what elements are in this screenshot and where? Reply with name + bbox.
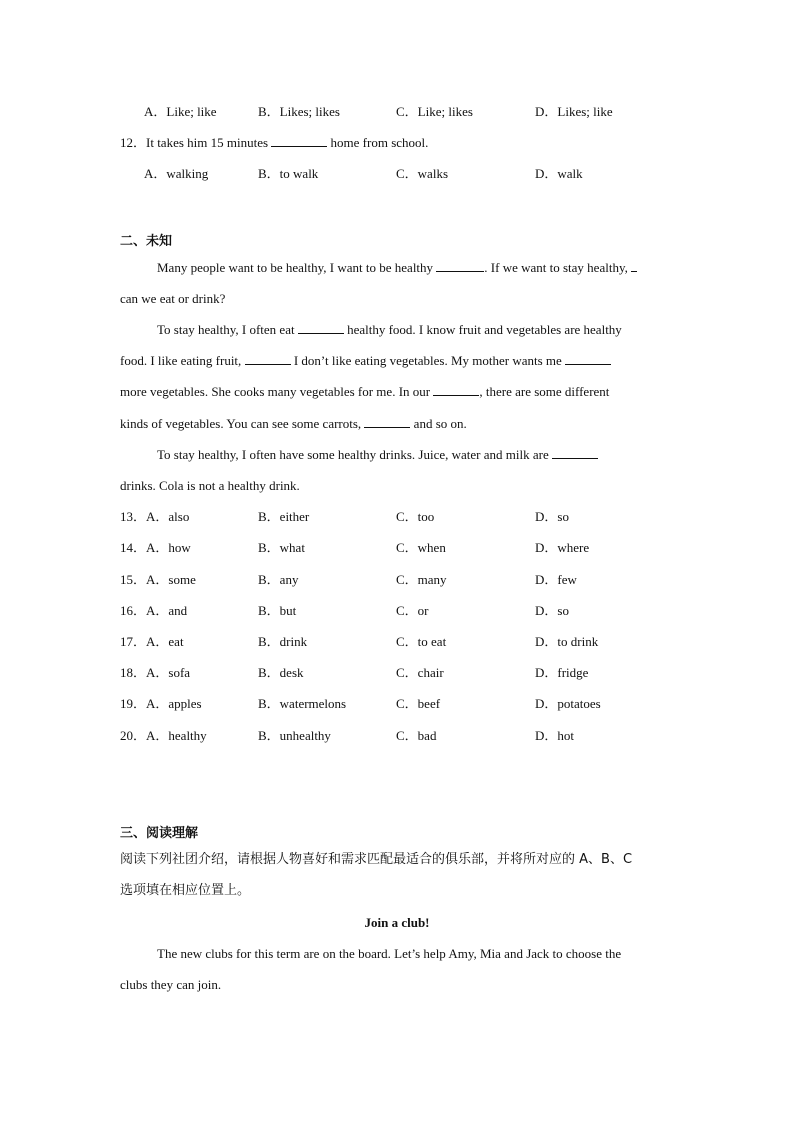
section-2-heading: 二、未知 (120, 234, 173, 249)
passage-line: To stay healthy, I often eat healthy food. I know fruit and vegetables are healthy (157, 322, 622, 337)
passage-line: The new clubs for this term are on the board. Let’s help Amy, Mia and Jack to choose the (157, 946, 622, 961)
option-c: C．many (396, 572, 447, 587)
q12-stem: 12．It takes him 15 minutes home from school. (120, 135, 429, 150)
q11-option-b: B．Likes; likes (258, 104, 340, 119)
option-c: C．too (396, 509, 435, 524)
option-b: B．drink (258, 634, 308, 649)
answer-blank (565, 352, 611, 365)
option-c: C．or (396, 603, 429, 618)
section-3-heading: 三、阅读理解 (120, 826, 199, 841)
question-number: 19．A．apples (120, 696, 202, 711)
q11-option-d: D．Likes; like (535, 104, 613, 119)
passage-line: can we eat or drink? (120, 291, 226, 306)
option-b: B．any (258, 572, 299, 587)
answer-blank (433, 383, 479, 396)
q11-option-a: A．Like; like (144, 104, 217, 119)
q11-option-c: C．Like; likes (396, 104, 473, 119)
passage-line: food. I like eating fruit, I don’t like eating vegetables. My mother wants me (120, 352, 611, 370)
option-d: D．so (535, 509, 569, 524)
option-b: B．watermelons (258, 696, 347, 711)
passage-line: drinks. Cola is not a healthy drink. (120, 478, 300, 493)
passage-line: more vegetables. She cooks many vegetables for me. In our , there are some different (120, 384, 610, 399)
option-c: C．when (396, 540, 446, 555)
option-d: D．to drink (535, 634, 599, 649)
option-d: D．where (535, 540, 590, 555)
option-d: D．so (535, 603, 569, 618)
answer-blank (436, 259, 484, 272)
answer-blank (271, 134, 327, 147)
answer-blank (245, 352, 291, 365)
question-number: 15．A．some (120, 572, 196, 587)
option-b: B．what (258, 540, 305, 555)
passage-line: Many people want to be healthy, I want to be healthy . If we want to stay healthy, (157, 259, 637, 277)
option-c: C．to eat (396, 634, 447, 649)
q12-option-a: A．walking (144, 166, 209, 181)
answer-blank (631, 259, 637, 272)
q12-option-b: B．to walk (258, 166, 319, 181)
passage-line: To stay healthy, I often have some healthy drinks. Juice, water and milk are (157, 446, 598, 464)
question-number: 14．A．how (120, 540, 191, 555)
question-number: 16．A．and (120, 603, 188, 618)
passage-line: kinds of vegetables. You can see some carrots, and so on. (120, 416, 467, 431)
option-b: B．unhealthy (258, 728, 331, 743)
answer-blank (298, 321, 344, 334)
instruction-line: 选项填在相应位置上。 (120, 883, 251, 898)
instruction-line: 阅读下列社团介绍，请根据人物喜好和需求匹配最适合的俱乐部，并将所对应的 A、B、C (120, 852, 633, 867)
option-d: D．fridge (535, 665, 589, 680)
option-b: B．desk (258, 665, 304, 680)
question-number: 18．A．sofa (120, 665, 191, 680)
option-b: B．either (258, 509, 310, 524)
question-number: 20．A．healthy (120, 728, 207, 743)
option-c: C．chair (396, 665, 444, 680)
answer-blank (364, 415, 410, 428)
q12-option-c: C．walks (396, 166, 449, 181)
option-c: C．bad (396, 728, 437, 743)
reading-title: Join a club! (364, 915, 430, 930)
passage-line: clubs they can join. (120, 977, 222, 992)
option-d: D．potatoes (535, 696, 601, 711)
option-c: C．beef (396, 696, 441, 711)
q12-option-d: D．walk (535, 166, 583, 181)
option-d: D．few (535, 572, 577, 587)
option-b: B．but (258, 603, 297, 618)
question-number: 13．A．also (120, 509, 190, 524)
answer-blank (552, 446, 598, 459)
question-number: 17．A．eat (120, 634, 184, 649)
option-d: D．hot (535, 728, 575, 743)
